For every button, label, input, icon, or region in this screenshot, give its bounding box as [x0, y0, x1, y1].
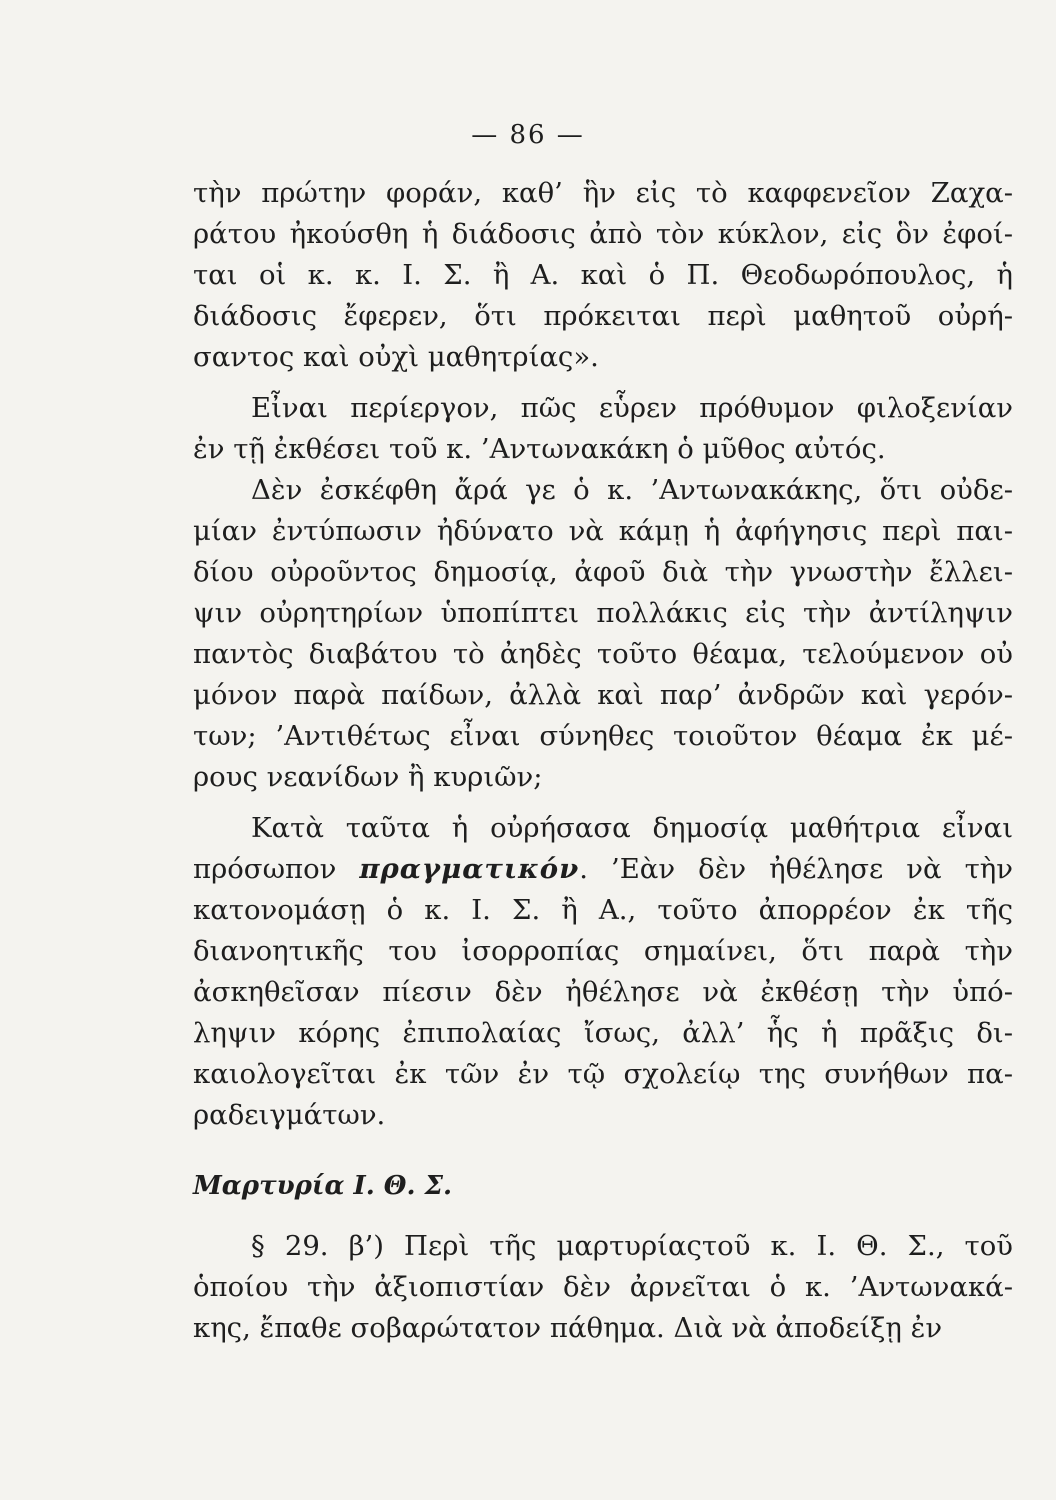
paragraph-continuation — [193, 173, 1013, 378]
text-line: τὴν πρώτην φοράν, καθ’ ἣν εἰς τὸ καφφενεῖον Ζαχα- — [193, 177, 1013, 209]
text-line: ται οἱ κ. κ. Ι. Σ. ἢ Α. καὶ ὁ Π. Θεοδωρόπουλος, ἡ — [193, 259, 1013, 291]
text-line: Κατὰ ταῦτα ἡ οὐρήσασα δημοσίᾳ μαθήτρια εἶναι — [251, 812, 1013, 844]
text-line: κης, ἔπαθε σοβαρώτατον πάθημα. Διὰ νὰ ἀποδείξῃ ἐν — [193, 1312, 943, 1344]
text-line: § 29. β’) Περὶ τῆς μαρτυρίαςτοῦ κ. Ι. Θ. Σ., τοῦ — [251, 1230, 1013, 1262]
text-line: παντὸς διαβάτου τὸ ἀηδὲς τοῦτο θέαμα, τελούμενον οὐ — [193, 638, 1013, 670]
text-line: διάδοσις ἔφερεν, ὅτι πρόκειται περὶ μαθητοῦ οὐρή- — [193, 300, 1013, 332]
text-line: ράτου ἠκούσθη ἡ διάδοσις ἀπὸ τὸν κύκλον, εἰς ὃν ἐφοί- — [193, 218, 1013, 250]
text-line: ἀσκηθεῖσαν πίεσιν δὲν ἠθέλησε νὰ ἐκθέσῃ τὴν ὑπό- — [193, 976, 1013, 1008]
text-line: σαντος καὶ οὐχὶ μαθητρίας». — [193, 341, 599, 373]
text-line: πρόσωπον πραγματικόν. ’Εὰν δὲν ἠθέλησε νὰ τὴν — [193, 853, 1013, 885]
text-line: ραδειγμάτων. — [193, 1099, 386, 1131]
text-line: ὁποίου τὴν ἀξιοπιστίαν δὲν ἀρνεῖται ὁ κ. ’Αντωνακά- — [193, 1271, 1013, 1303]
paragraph-impression — [193, 470, 1013, 798]
page-number: — 86 — — [471, 120, 585, 150]
text-line: καιολογεῖται ἐκ τῶν ἐν τῷ σχολείῳ της συνήθων πα- — [193, 1058, 1013, 1090]
text-line: δίου οὐροῦντος δημοσίᾳ, ἀφοῦ διὰ τὴν γνωστὴν ἔλλει- — [193, 556, 1013, 588]
text-line: κατονομάσῃ ὁ κ. Ι. Σ. ἢ Α., τοῦτο ἀπορρέον ἐκ τῆς — [193, 894, 1013, 926]
paragraph-section-29 — [193, 1226, 1013, 1349]
text-line: μίαν ἐντύπωσιν ἠδύνατο νὰ κάμῃ ἡ ἀφήγησις περὶ παι- — [193, 515, 1013, 547]
section-heading: Μαρτυρία Ι. Θ. Σ. — [193, 1171, 452, 1201]
text-line: Δὲν ἐσκέφθη ἄρά γε ὁ κ. ’Αντωνακάκης, ὅτι οὐδε- — [251, 474, 1013, 506]
text-line: των; ’Αντιθέτως εἶναι σύνηθες τοιοῦτον θέαμα ἐκ μέ- — [193, 720, 1013, 752]
text-line: ψιν οὐρητηρίων ὑποπίπτει πολλάκις εἰς τὴν ἀντίληψιν — [193, 597, 1013, 629]
text-line: ρους νεανίδων ἢ κυριῶν; — [193, 761, 543, 793]
text-line: ἐν τῇ ἐκθέσει τοῦ κ. ’Αντωνακάκη ὁ μῦθος αὐτός. — [193, 433, 886, 465]
emphasis-text: πραγματικόν — [359, 853, 580, 885]
text-line: Εἶναι περίεργον, πῶς εὗρεν πρόθυμον φιλοξενίαν — [251, 392, 1013, 424]
text-line: διανοητικῆς του ἰσορροπίας σημαίνει, ὅτι παρὰ τὴν — [193, 935, 1013, 967]
paragraph-curious-myth — [193, 388, 1013, 470]
paragraph-real-person — [193, 808, 1013, 1136]
text-line: ληψιν κόρης ἐπιπολαίας ἴσως, ἀλλ’ ἧς ἡ πρᾶξις δι- — [193, 1017, 1013, 1049]
text-line: μόνον παρὰ παίδων, ἀλλὰ καὶ παρ’ ἀνδρῶν καὶ γερόν- — [193, 679, 1013, 711]
